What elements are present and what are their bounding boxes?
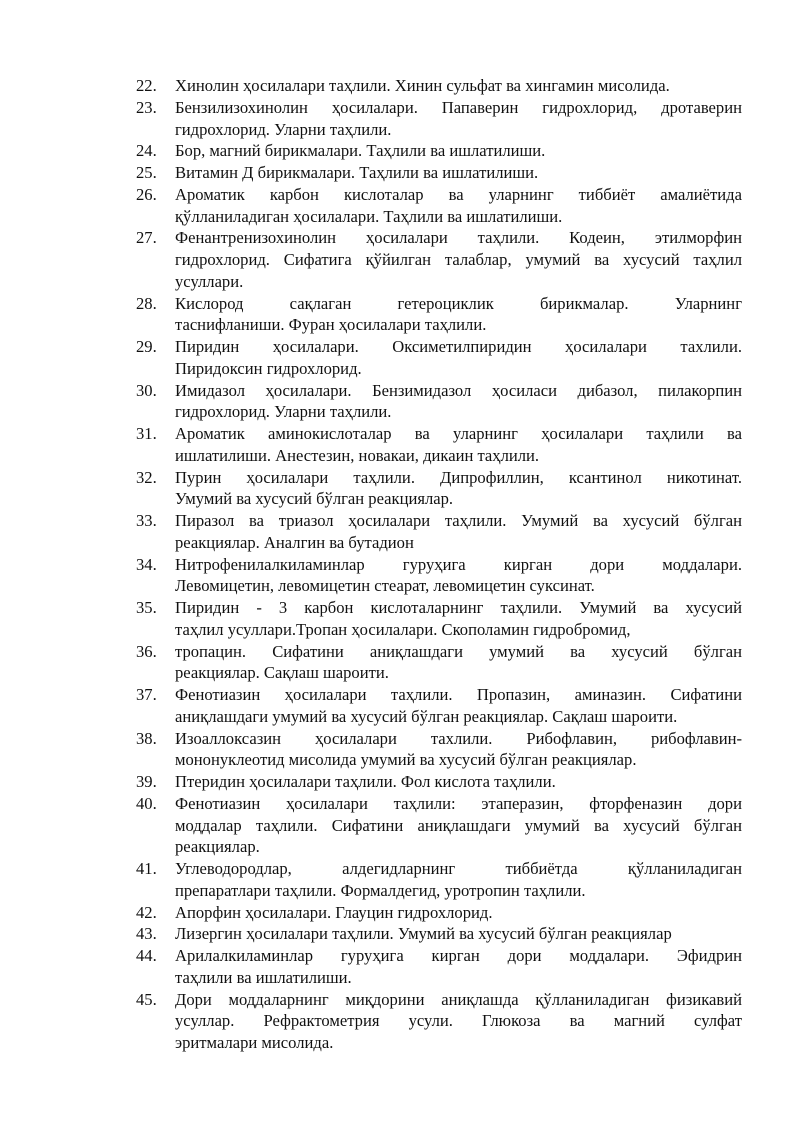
- item-text-line: Пиридин ҳосилалари. Оксиметилпиридин ҳосилалари тахлили.: [175, 337, 742, 356]
- list-item: [0, 641, 800, 685]
- item-text-line: таснифланиши. Фуран ҳосилалари таҳлили.: [175, 315, 487, 335]
- item-number: 26.: [136, 184, 157, 204]
- item-number: 28.: [136, 293, 157, 313]
- item-number: 42.: [136, 902, 157, 922]
- item-text-line: гидрохлорид. Уларни таҳлили.: [175, 119, 392, 139]
- item-text: [175, 184, 742, 228]
- item-text-line: Пиразол ва триазол ҳосилалари таҳлили. Умумий ва хусусий бўлган: [175, 511, 742, 530]
- item-text-line: моддалар таҳлили. Сифатини аниқлашдаги умумий ва хусусий бўлган: [175, 815, 742, 835]
- list-item: [0, 423, 800, 467]
- item-number: 32.: [136, 467, 157, 487]
- item-text: [175, 380, 742, 424]
- list-item: [0, 793, 800, 858]
- item-text: [175, 728, 742, 772]
- item-number: 45.: [136, 989, 157, 1009]
- item-text-line: Хинолин ҳосилалари таҳлили. Хинин сульфат ва хингамин мисолида.: [175, 76, 670, 95]
- item-number: 35.: [136, 598, 157, 617]
- item-text-line: реакциялар. Сақлаш шароити.: [175, 663, 389, 683]
- list-item: [0, 227, 800, 292]
- item-text: [175, 227, 742, 292]
- list-item: [0, 923, 800, 945]
- list-item: [0, 336, 800, 380]
- item-text: [175, 793, 742, 858]
- item-number: 25.: [136, 163, 157, 182]
- item-number: 43.: [136, 924, 157, 944]
- item-number: 38.: [136, 728, 157, 748]
- list-item: [0, 75, 800, 97]
- item-text-line: Бор, магний бирикмалари. Таҳлили ва ишлатилиши.: [175, 141, 546, 161]
- item-text-line: Пиридоксин гидрохлорид.: [175, 358, 362, 378]
- item-text-line: таҳлили ва ишлатилиши.: [175, 967, 352, 987]
- item-text-line: Лизергин ҳосилалари таҳлили. Умумий ва хусусий бўлган реакциялар: [175, 924, 672, 944]
- item-text: [175, 510, 742, 554]
- list-item: [0, 945, 800, 989]
- item-text-line: Птеридин ҳосилалари таҳлили. Фол кислота таҳлили.: [175, 772, 556, 791]
- item-number: 31.: [136, 424, 157, 443]
- item-number: 29.: [136, 337, 157, 356]
- item-number: 30.: [136, 380, 157, 400]
- item-text-line: Умумий ва хусусий бўлган реакциялар.: [175, 489, 454, 509]
- item-number: 39.: [136, 772, 157, 791]
- item-number: 40.: [136, 793, 157, 813]
- list-item: [0, 140, 800, 162]
- item-number: 41.: [136, 859, 157, 878]
- item-text: [175, 293, 742, 337]
- item-text-line: Арилалкиламинлар гуруҳига кирган дори моддалари. Эфидрин: [175, 946, 742, 965]
- list-item: [0, 97, 800, 141]
- item-text-line: реакциялар. Аналгин ва бутадион: [175, 532, 414, 552]
- item-text-line: препаратлари таҳлили. Формалдегид, уротропин таҳлили.: [175, 880, 586, 900]
- item-text-line: ишлатилиши. Анестезин, новакаи, дикаин таҳлили.: [175, 445, 540, 465]
- item-text-line: эритмалари мисолида.: [175, 1033, 334, 1052]
- item-text-line: қўлланиладиган ҳосилалари. Таҳлили ва ишлатилиши.: [175, 206, 563, 226]
- item-text-line: Фенотиазин ҳосилалари таҳлили. Пропазин, аминазин. Сифатини: [175, 685, 742, 704]
- item-text-line: Кислород сақлаган гетероциклик бирикмалар. Уларнинг: [175, 293, 742, 313]
- list-item: [0, 184, 800, 228]
- item-text-line: Ароматик карбон кислоталар ва уларнинг тиббиёт амалиётида: [175, 184, 742, 204]
- item-text-line: Изоаллоксазин ҳосилалари тахлили. Рибофлавин, рибофлавин-: [175, 728, 742, 748]
- item-text-line: Апорфин ҳосилалари. Глауцин гидрохлорид.: [175, 902, 493, 922]
- item-text-line: Углеводородлар, алдегидларнинг тиббиётда қўлланиладиган: [175, 859, 742, 878]
- item-text: [175, 902, 742, 924]
- item-text-line: Пурин ҳосилалари таҳлили. Дипрофиллин, ксантинол никотинат.: [175, 467, 742, 487]
- topic-list: [0, 75, 800, 1054]
- item-text-line: Имидазол ҳосилалари. Бензимидазол ҳосиласи дибазол, пилакорпин: [175, 380, 742, 400]
- item-number: 44.: [136, 946, 157, 965]
- list-item: [0, 902, 800, 924]
- item-text: [175, 336, 742, 380]
- item-text-line: Фенотиазин ҳосилалари таҳлили: этаперазин, фторфеназин дори: [175, 793, 742, 813]
- item-number: 24.: [136, 141, 157, 161]
- item-text-line: реакциялар.: [175, 837, 260, 857]
- list-item: [0, 162, 800, 184]
- item-text-line: усуллари.: [175, 271, 244, 291]
- item-text-line: тропацин. Сифатини аниқлашдаги умумий ва хусусий бўлган: [175, 641, 742, 661]
- item-text: [175, 597, 742, 641]
- item-text: [175, 684, 742, 728]
- list-item: [0, 467, 800, 511]
- item-text: [175, 140, 742, 162]
- item-number: 34.: [136, 554, 157, 574]
- item-text-line: Нитрофенилалкиламинлар гуруҳига кирган дори моддалари.: [175, 554, 742, 574]
- item-text-line: Пиридин - 3 карбон кислоталарнинг таҳлили. Умумий ва хусусий: [175, 598, 742, 617]
- list-item: [0, 597, 800, 641]
- item-text: [175, 75, 742, 97]
- list-item: [0, 771, 800, 793]
- item-text: [175, 423, 742, 467]
- item-text: [175, 923, 742, 945]
- item-text-line: Витамин Д бирикмалари. Таҳлили ва ишлатилиши.: [175, 163, 539, 182]
- item-text-line: таҳлил усуллари.Тропан ҳосилалари. Скополамин гидробромид,: [175, 619, 631, 639]
- item-text-line: гидрохлорид. Сифатига қўйилган талаблар, умумий ва хусусий таҳлил: [175, 250, 742, 269]
- item-text-line: гидрохлорид. Уларни таҳлили.: [175, 402, 392, 422]
- list-item: [0, 380, 800, 424]
- item-text-line: Левомицетин, левомицетин стеарат, левомицетин суксинат.: [175, 576, 595, 596]
- item-number: 33.: [136, 511, 157, 530]
- item-text: [175, 771, 742, 793]
- list-item: [0, 858, 800, 902]
- item-text-line: усуллар. Рефрактометрия усули. Глюкоза ва магний сулфат: [175, 1011, 742, 1031]
- item-text-line: Дори моддаларнинг миқдорини аниқлашда қўлланиладиган физикавий: [175, 989, 742, 1009]
- item-text-line: Бензилизохинолин ҳосилалари. Папаверин гидрохлорид, дротаверин: [175, 97, 742, 117]
- list-item: [0, 989, 800, 1054]
- list-item: [0, 684, 800, 728]
- item-text: [175, 467, 742, 511]
- item-text-line: мононуклеотид мисолида умумий ва хусусий бўлган реакциялар.: [175, 750, 637, 770]
- item-text-line: Ароматик аминокислоталар ва уларнинг ҳосилалари таҳлили ва: [175, 424, 742, 443]
- item-number: 27.: [136, 228, 157, 248]
- list-item: [0, 293, 800, 337]
- item-number: 36.: [136, 641, 157, 661]
- item-text: [175, 945, 742, 989]
- item-text: [175, 97, 742, 141]
- list-item: [0, 510, 800, 554]
- item-text: [175, 162, 742, 184]
- list-item: [0, 554, 800, 598]
- item-text: [175, 858, 742, 902]
- item-number: 23.: [136, 97, 157, 117]
- item-text: [175, 641, 742, 685]
- item-text-line: Фенантренизохинолин ҳосилалари таҳлили. Кодеин, этилморфин: [175, 228, 742, 248]
- item-text: [175, 989, 742, 1054]
- item-text-line: аниқлашдаги умумий ва хусусий бўлган реакциялар. Сақлаш шароити.: [175, 706, 678, 726]
- item-number: 22.: [136, 76, 157, 95]
- item-text: [175, 554, 742, 598]
- list-item: [0, 728, 800, 772]
- item-number: 37.: [136, 685, 157, 704]
